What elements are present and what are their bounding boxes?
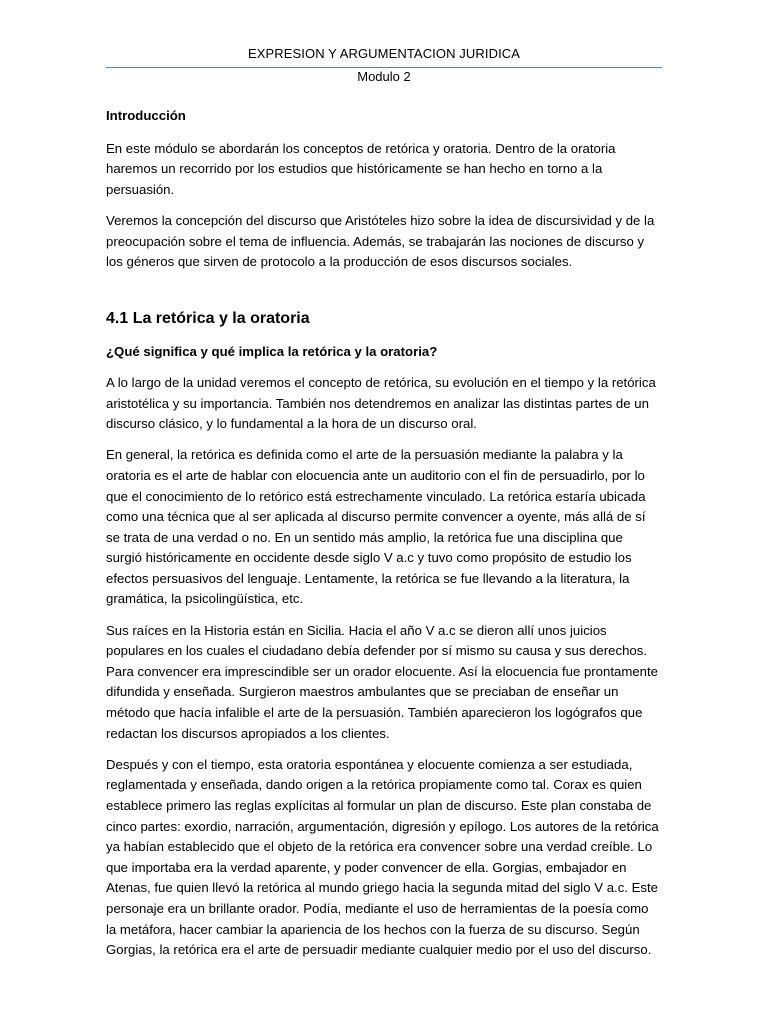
section-paragraph-2: En general, la retórica es definida como el arte de la persuasión mediante la palabra y la oratoria es el arte de hablar con elocuencia ante un auditorio con el fin de persuadirlo, por lo que el conocimiento de lo retórico está estrechamente vinculado. La retórica estaría ubicada como una técnica que al ser aplicada al discurso permite convencer a oyente, más allá de sí se trata de una verdad o no. En un sentido más amplio, la retórica fue una disciplina que surgió históricamente en occidente desde siglo V a.c y tuvo como propósito de estudio los efectos persuasivos del lenguaje. Lentamente, la retórica se fue llevando a la literatura, la gramática, la psicolingüística, etc. <box>106 447 646 607</box>
intro-paragraph-2: Veremos la concepción del discurso que Aristóteles hizo sobre la idea de discursividad y de la preocupación sobre el tema de influencia. Además, se trabajarán las nociones de discurso y los géneros que sirven de protocolo a la producción de esos discursos sociales. <box>106 212 655 270</box>
section-paragraph-1: A lo largo de la unidad veremos el concepto de retórica, su evolución en el tiempo y la retórica aristotélica y su importancia. También nos detendremos en analizar las distintas partes de un discurso clásico, y lo fundamental a la hora de un discurso oral. <box>106 374 656 432</box>
intro-paragraph-1: En este módulo se abordarán los conceptos de retórica y oratoria. Dentro de la oratoria haremos un recorrido por los estudios que históricamente se han hecho en torno a la persuasión. <box>106 140 616 197</box>
section-heading: 4.1 La retórica y la oratoria <box>106 309 310 327</box>
document-body <box>106 106 662 971</box>
section-paragraph-4: Después y con el tiempo, esta oratoria espontánea y elocuente comienza a ser estudiada, reglamentada y enseñada, dando origen a la retórica propiamente como tal. Corax es quien establece primero las reglas explícitas al formular un plan de discurso. Este plan constaba de cinco partes: exordio, narración, argumentación, digresión y epílogo. Los autores de la retórica ya habían establecido que el objeto de la retórica era convencer sobre una verdad creíble. Lo que importaba era la verdad aparente, y poder convencer de ella. Gorgias, embajador en Atenas, fue quien llevó la retórica al mundo griego hacia la segunda mitad del siglo V a.c. Este personaje era un brillante orador. Podía, mediante el uso de herramientas de la poesía como la metáfora, hacer cambiar la apariencia de los hechos con la fuerza de su discurso. Según Gorgias, la retórica era el arte de persuadir mediante cualquier medio por el uso del discurso. <box>106 756 659 958</box>
header-subtitle: Modulo 2 <box>357 69 411 84</box>
section-paragraph-3: Sus raíces en la Historia están en Sicilia. Hacia el año V a.c se dieron allí unos juicios populares en los cuales el ciudadano debía defender por sí mismo su causa y sus derechos. Para convencer era imprescindible ser un orador elocuente. Así la elocuencia fue prontamente difundida y enseñada. Surgieron maestros ambulantes que se preciaban de enseñar un método que hacía infalible el arte de la persuasión. También aparecieron los logógrafos que redactan los discursos apropiados a los clientes. <box>106 622 659 741</box>
header-divider <box>106 67 662 68</box>
section-subheading: ¿Qué significa y qué implica la retórica y la oratoria? <box>106 343 438 359</box>
header-title: EXPRESION Y ARGUMENTACION JURIDICA <box>247 46 521 61</box>
intro-heading: Introducción <box>106 108 186 123</box>
